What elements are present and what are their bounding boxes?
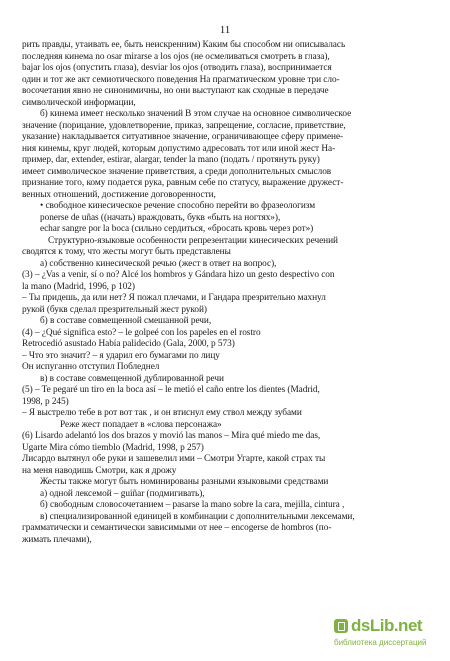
text-line: рукой (букв сделал презрительный жест рукой)	[22, 304, 207, 315]
text-line: а) одной лексемой – guiñar (подмигивать),	[40, 488, 205, 499]
text-line: ния кинемы, круг людей, которым допустимо адресовать тот или иной жест На-	[22, 143, 336, 154]
text-line: имеет символическое значение приветствия, а среди дополнительных смыслов	[22, 166, 332, 177]
text-line: bajar los ojos (опустить глаза), desviar los ojos (отводить глаза), воспринимается	[22, 63, 332, 73]
text-line: жимать плечами),	[22, 534, 92, 545]
text-line: на меня наводишь Смотри, как я дрожу	[22, 465, 177, 476]
text-line: 1998, p 245)	[22, 396, 69, 407]
text-line: в) в составе совмещенной дублированной речи	[40, 373, 224, 384]
text-line: – Что это значит? – я ударил его бумагами по лицу	[22, 350, 220, 361]
text-line: а) собственно кинесической речью (жест в ответ на вопрос),	[40, 258, 277, 269]
text-line: б) кинема имеет несколько значений В этом случае на основное символическое	[40, 109, 352, 119]
text-line: – Я выстрелю тебе в рот вот так , и он втиснул ему ствол между зубами	[22, 408, 302, 418]
text-line: (3) – ¿Vas a venir, sí o no? Alcé los hombros y Gándara hizo un gesto despectivo con	[22, 270, 335, 280]
text-line: грамматически и семантически зависимыми от нее – encogerse de hombros (по-	[22, 523, 332, 533]
text-line: – Ты придешь, да или нет? Я пожал плечами, и Гандара презрительно махнул	[22, 293, 326, 303]
text-line: Он испуганно отступил Побледнел	[22, 362, 160, 372]
text-line: один и тот же акт семиотического поведения На прагматическом уровне три сло-	[22, 74, 340, 85]
watermark-brand: dsLib.net	[351, 616, 423, 635]
text-line: б) в составе совмещенной смешанной речи,	[40, 316, 212, 326]
text-line: венных отношений, достижение договоренности,	[22, 189, 216, 200]
text-line: Лисардо вытянул обе руки и зашевелил ими – Смотри Угарте, какой страх ты	[22, 454, 326, 464]
text-line: сводятся к тому, что жесты могут быть представлены	[22, 247, 231, 257]
text-line: указание) накладывается ситуативное значение, ограничивающее сферу примене-	[22, 132, 344, 142]
watermark	[334, 615, 430, 649]
text-line: Retrocedió asustado Había palidecido (Gala, 2000, p 573)	[22, 339, 235, 349]
text-line: Ugarte Mira cómo tiemblo (Madrid, 1998, p 257)	[22, 442, 204, 453]
text-line: Структурно-языковые особенности репрезентации кинесических речений	[48, 235, 338, 246]
text-line: символической информации,	[22, 97, 136, 108]
text-line: echar sangre por la boca (сильно сердиться, «бросать кровь через рот»)	[40, 224, 314, 234]
text-line: последняя кинема no osar mirarse a los ojos (не осмеливаться смотреть в глаза),	[22, 51, 330, 62]
text-line: рить правды, утаивать ее, быть неискренним) Каким бы способом ни описывалась	[22, 40, 346, 50]
book-icon	[334, 619, 348, 633]
text-line: значение (порицание, удовлетворение, приказ, запрещение, согласие, приветствие,	[22, 120, 346, 131]
watermark-tagline: библиотека диссертаций	[334, 638, 427, 647]
text-line: в) специализированной единицей в комбинации с дополнительными лексемами,	[40, 511, 355, 522]
text-line: б) свободным словосочетанием – pasarse la mano sobre la cara, mejilla, cintura ,	[40, 500, 345, 510]
text-line: пример, dar, extender, estirar, alargar, tender la mano (подать / протянуть руку)	[22, 155, 320, 165]
text-line: (5) – Te pegaré un tiro en la boca así – le metió el caño entre los dientes (Madrid,	[22, 385, 320, 395]
text-line: признание того, кому подается рука, равным себе по статусу, выражение дружест-	[22, 178, 344, 188]
body-text	[22, 40, 430, 546]
text-line: la mano (Madrid, 1996, p 102)	[22, 281, 135, 292]
watermark-logo	[334, 615, 422, 637]
text-line: • свободное кинесическое речение способно перейти во фразеологизм	[40, 201, 316, 211]
page-number: 11	[219, 24, 231, 36]
text-line: Жесты также могут быть номинированы разными языковыми средствами	[40, 477, 329, 487]
text-line: Реже жест попадает в «слова персонажа»	[60, 419, 222, 430]
text-line: восочетания явно не синонимичны, но они выступают как сходные в передаче	[22, 86, 329, 96]
text-line: (6) Lisardo adelantó los dos brazos y movió las manos – Mira qué miedo me das,	[22, 431, 321, 441]
text-line: ponerse de uñas ((начать) враждовать, букв «быть на ногтях»),	[40, 212, 281, 223]
text-line: (4) – ¿Qué significa esto? – le golpeé con los papeles en el rostro	[22, 327, 261, 338]
